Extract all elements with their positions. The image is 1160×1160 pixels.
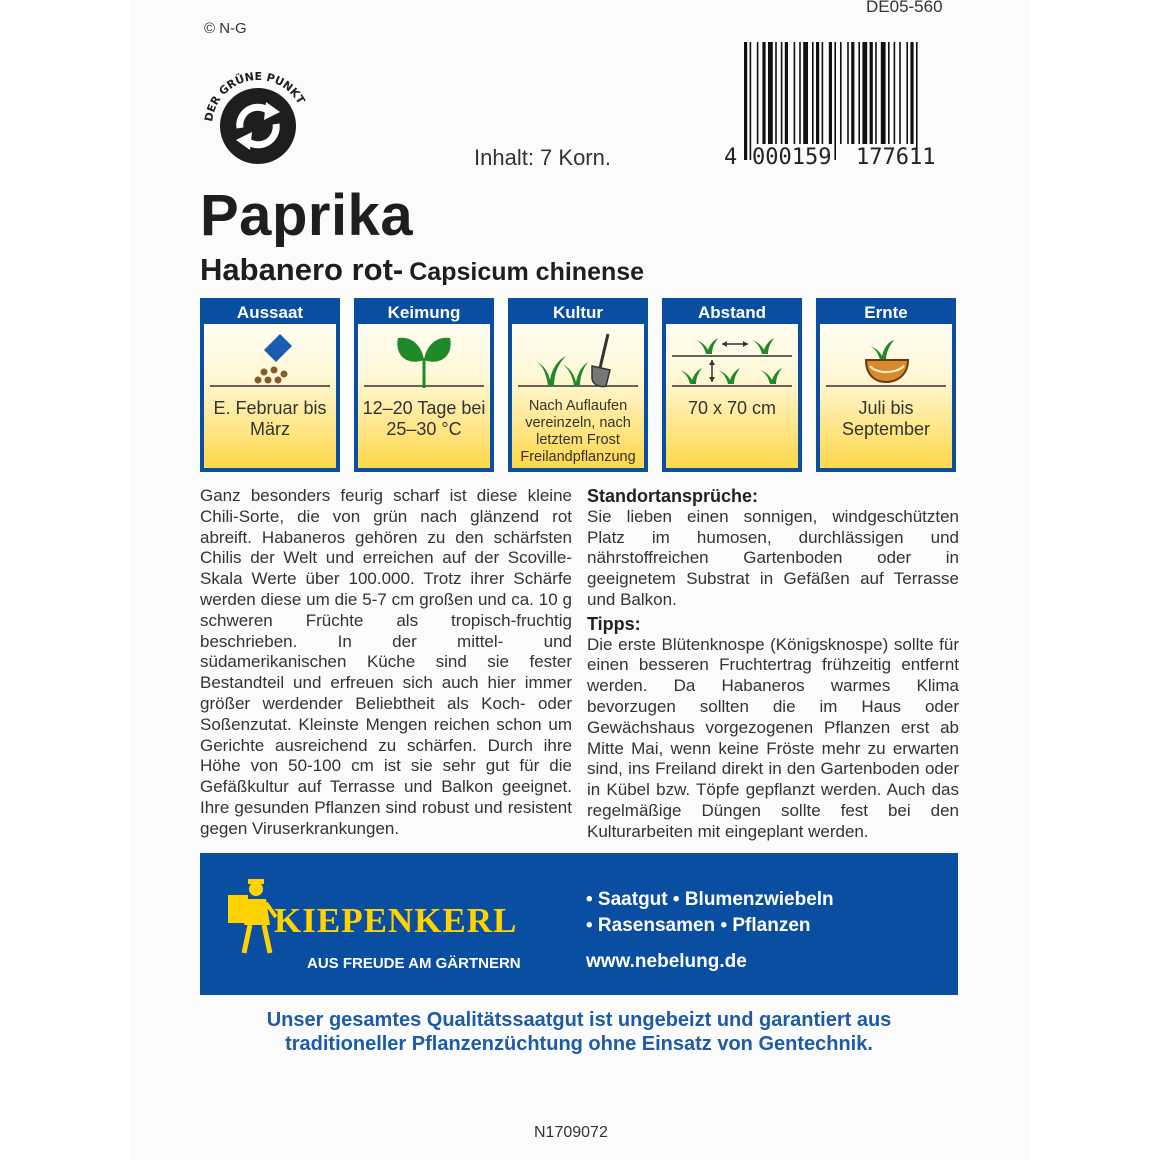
- quality-statement: [200, 1008, 958, 1056]
- seed-packet-icon: [204, 330, 336, 392]
- barcode-bar: [757, 42, 759, 144]
- barcode-bar: [870, 42, 873, 144]
- latin-name: Capsicum chinense: [409, 258, 645, 286]
- barcode-bar: [840, 42, 842, 144]
- ean-barcode: [722, 40, 958, 170]
- product-variety: [200, 252, 644, 288]
- product-range-list: [586, 887, 834, 939]
- care-instructions: [587, 486, 959, 846]
- barcode-bar: [851, 42, 854, 144]
- article-number: DE05-560: [866, 0, 943, 16]
- brand-name: KIEPENKERL: [274, 901, 518, 940]
- barcode-digit-2: 000159: [752, 145, 832, 170]
- batch-code: N1709072: [534, 1124, 608, 1141]
- info-box-text: E. Februar bis März: [213, 398, 327, 439]
- seedling-icon: [358, 330, 490, 392]
- barcode-bar: [794, 42, 796, 144]
- brand-banner: [200, 853, 958, 995]
- info-box-label: Kultur: [512, 302, 644, 324]
- copyright-notice: © N-G: [204, 20, 247, 37]
- description-text: Ganz besonders feurig scharf ist diese kleine Chili-Sorte, die von grün nach glänzend rot abreift. Habaneros gehören zu den schärfsten Chilis der Welt und erreichen auf der Scoville-Skala Werte über 100.000. Trotz ihrer Schärfe werden diese um die 5-7 cm großen und ca. 10 g schweren Früchte als tropisch-fruchtig beschrieben. In der mittel- und südamerikanischen Küche sind sie fester Bestandteil und erfreuen sich auch hier immer größer werdender Beliebtheit als Koch- oder Soßenzutat. Kleinste Mengen reichen schon um Gerichte ausreichend zu schärfen. Durch ihre Höhe von 50-100 cm ist sie sehr gut für die Gefäßkultur auf Terrasse und Balkon geeignet. Ihre gesunden Pflanzen sind robust und resistent gegen Viruserkrankungen.: [200, 486, 572, 838]
- content-amount: Inhalt: 7 Korn.: [474, 145, 611, 170]
- plants-shovel-icon: [512, 330, 644, 392]
- barcode-bar: [750, 42, 752, 160]
- kiepenkerl-mascot-icon: [226, 877, 278, 957]
- product-name: Paprika: [200, 183, 414, 248]
- info-box-aussaat: [200, 298, 340, 472]
- barcode-bar: [834, 42, 836, 160]
- barcode-bar: [768, 42, 773, 144]
- info-box-ernte: [816, 298, 956, 472]
- barcode-bar: [847, 42, 849, 144]
- barcode-digit-3: 177611: [856, 145, 936, 170]
- barcode-bar: [881, 42, 886, 144]
- website-link[interactable]: www.nebelung.de: [586, 951, 747, 972]
- info-box-label: Abstand: [666, 302, 798, 324]
- info-box-text: 70 x 70 cm: [687, 398, 777, 418]
- info-box-label: Aussaat: [204, 302, 336, 324]
- barcode-bar: [822, 42, 824, 144]
- location-heading: Standortansprüche:: [587, 486, 759, 506]
- quality-line: Unser gesamtes Qualitätssaatgut ist ungebeizt und garantiert aus: [266, 1009, 892, 1031]
- barcode-bar: [744, 42, 747, 160]
- green-dot-logo: [200, 62, 316, 178]
- barcode-bar: [894, 42, 896, 144]
- spacing-icon: [666, 330, 798, 392]
- info-box-label: Ernte: [820, 302, 952, 324]
- barcode-bar: [906, 42, 908, 144]
- info-box-kultur: [508, 298, 648, 472]
- barcode-bar: [875, 42, 877, 144]
- barcode-bar: [803, 42, 808, 144]
- info-box-text: 12–20 Tage bei 25–30 °C: [362, 398, 486, 439]
- barcode-bar: [899, 42, 901, 144]
- location-text: Sie lieben einen sonnigen, windgeschützten Platz im humosen, durchlässigen und nährstoffreichen Gartenboden oder in geeignetem Substrat in Gefäßen auf Terrasse und Balkon.: [587, 506, 959, 609]
- barcode-bar: [812, 42, 814, 144]
- brand-tagline: AUS FREUDE AM GÄRTNERN: [307, 955, 521, 972]
- barcode-digit-1: 4: [724, 145, 738, 170]
- harvest-bowl-icon: [820, 330, 952, 392]
- quality-line: traditioneller Pflanzenzüchtung ohne Einsatz von Gentechnik.: [285, 1033, 873, 1055]
- barcode-bar: [785, 42, 788, 144]
- info-box-text: Juli bis September: [841, 398, 931, 439]
- barcode-bar: [775, 42, 777, 144]
- barcode-bar: [781, 42, 783, 144]
- barcode-bar: [829, 42, 832, 144]
- svg-text:DER GRÜNE PUNKT: DER GRÜNE PUNKT: [202, 69, 308, 123]
- barcode-bar: [762, 42, 765, 144]
- barcode-bar: [816, 42, 819, 144]
- info-box-text: Nach Auflaufen vereinzeln, nach letztem Frost Freilandpflanzung: [520, 398, 636, 465]
- barcode-bar: [799, 42, 801, 144]
- variety-name: Habanero rot-: [200, 252, 404, 287]
- info-box-abstand: [662, 298, 802, 472]
- barcode-bar: [888, 42, 890, 144]
- barcode-bar: [916, 42, 918, 160]
- tips-text: Die erste Blütenknospe (Königsknospe) sollte für einen besseren Fruchtertrag frühzeitig entfernt werden. Da Habaneros warmes Klima bevorzugen sollten die im Haus oder Gewächshaus vorgezogenen Pflanzen erst ab Mitte Mai, wenn keine Fröste mehr zu erwarten sind, ins Freiland direkt in den Gartenboden oder in Kübel bzw. Töpfe gepflanzt werden. Auch das regelmäßige Düngen sollte fest bei den Kulturarbeiten mit eingeplant werden.: [587, 634, 959, 841]
- tips-heading: Tipps:: [587, 613, 641, 634]
- product-range-item: • Saatgut • Blumenzwiebeln: [586, 889, 834, 910]
- barcode-bar: [858, 42, 860, 144]
- info-box-keimung: [354, 298, 494, 472]
- barcode-bar: [862, 42, 867, 144]
- product-range-item: • Rasensamen • Pflanzen: [586, 915, 811, 936]
- info-box-label: Keimung: [358, 302, 490, 324]
- barcode-bar: [910, 42, 913, 144]
